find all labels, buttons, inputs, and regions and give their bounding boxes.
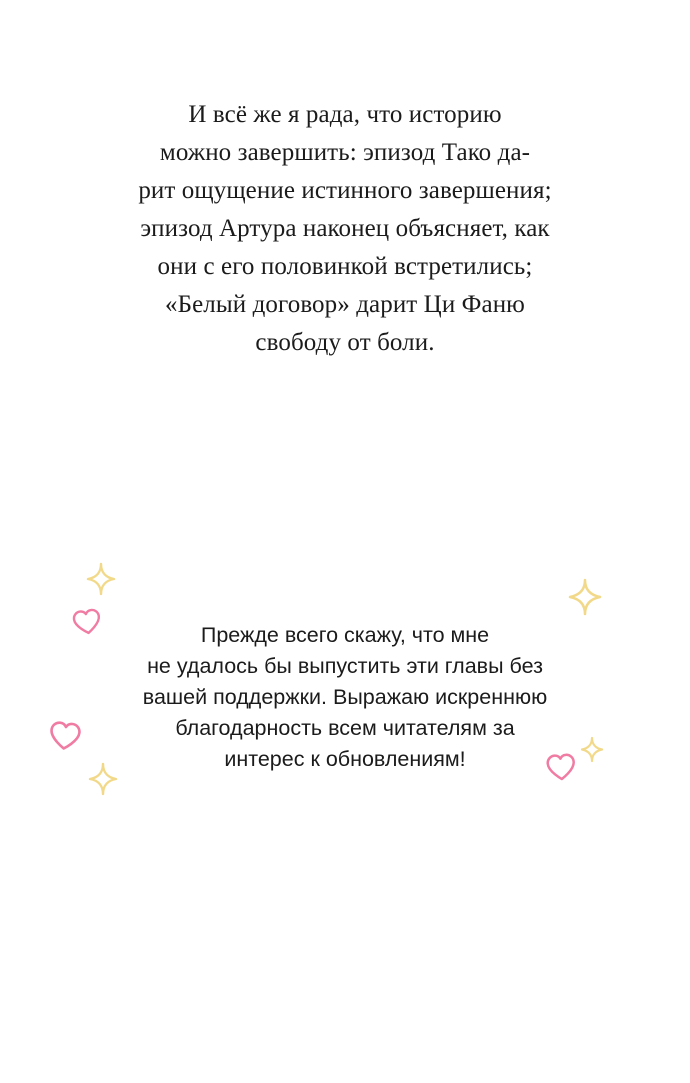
thanks-line: Прежде всего скажу, что мне (200, 623, 490, 647)
afterword-paragraph (85, 96, 605, 362)
sparkle-icon (86, 562, 116, 596)
afterword-line: И всё же я рада, что историю (188, 101, 502, 128)
thanks-line: благодарность всем читателям за (175, 716, 515, 740)
afterword-line: рит ощущение истинного завершения; (138, 177, 552, 204)
afterword-line: можно завершить: эпизод Тако да- (159, 139, 531, 166)
afterword-line: свободу от боли. (255, 329, 435, 356)
thanks-paragraph (65, 620, 625, 775)
thanks-line: вашей поддержки. Выражаю искреннюю (142, 685, 548, 709)
afterword-line: «Белый договор» дарит Ци Фаню (165, 291, 525, 318)
sparkle-icon (568, 578, 602, 616)
afterword-line: они с его половинкой встретились; (157, 253, 533, 280)
thanks-line: не удалось бы выпустить эти главы без (147, 654, 543, 678)
afterword-line: эпизод Артура наконец объясняет, как (140, 215, 550, 242)
thanks-line: интерес к обновлениям! (224, 747, 466, 771)
